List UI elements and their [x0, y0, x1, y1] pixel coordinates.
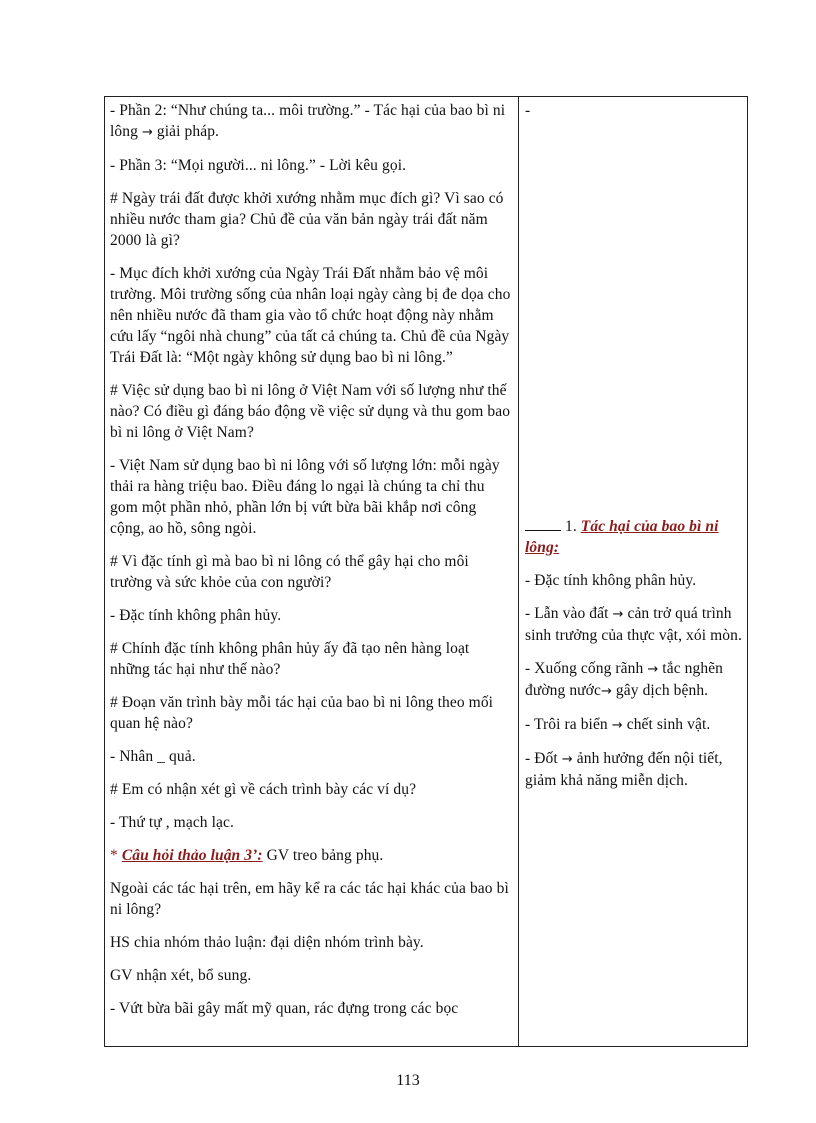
harm-item-3: - Xuống cống rãnh → tắc nghẽn đường nước→ gây dịch bệnh.	[525, 660, 724, 699]
answer-property: - Đặc tính không phân hủy.	[110, 607, 282, 624]
blank-line	[525, 530, 561, 531]
teacher-comment: GV nhận xét, bổ sung.	[110, 967, 252, 984]
arrow-icon: →	[611, 718, 623, 733]
arrow-icon: →	[647, 662, 659, 677]
paragraph-part2: - Phần 2: “Như chúng ta... môi trường.” - Tác hại của bao bì ni lông → giải pháp.	[110, 102, 506, 140]
right-dash: -	[525, 102, 531, 119]
discussion-question: * Câu hỏi thảo luận 3’: GV treo bảng phụ.	[110, 847, 384, 864]
answer-presentation: - Thứ tự , mạch lạc.	[110, 814, 234, 831]
question-vietnam-usage: # Việc sử dụng bao bì ni lông ở Việt Nam với số lượng như thế nào? Có điều gì đáng báo động về việc sử dụng và thu gom bao bì ni lông ở Việt Nam?	[110, 382, 511, 441]
harm-item-5: - Đốt → ảnh hưởng đến nội tiết, giảm khả năng miễn dịch.	[525, 750, 723, 789]
arrow-icon: →	[600, 684, 612, 699]
answer-relation: - Nhân _ quả.	[110, 748, 196, 765]
column-divider	[518, 97, 519, 1046]
page-number: 113	[396, 1072, 420, 1089]
left-column	[110, 100, 512, 1031]
paragraph-part3: - Phần 3: “Mọi người... ni lông.” - Lời kêu gọi.	[110, 157, 407, 174]
harm-item-2: - Lẫn vào đất → cản trở quá trình sinh trưởng của thực vật, xói mòn.	[525, 605, 742, 644]
question-relation: # Đoạn văn trình bày mỗi tác hại của bao bì ni lông theo mối quan hệ nào?	[110, 694, 494, 732]
harm-item-1: - Đặc tính không phân hủy.	[525, 572, 697, 589]
question-property: # Vì đặc tính gì mà bao bì ni lông có thể gây hại cho môi trường và sức khỏe của con người?	[110, 553, 469, 591]
answer-vietnam-usage: - Việt Nam sử dụng bao bì ni lông với số lượng lớn: mỗi ngày thải ra hàng triệu bao. Điều đáng lo ngại là chúng ta chỉ thu gom một phần nhỏ, phần lớn bị vứt bừa bãi khắp nơi công cộng, ao hồ, sông ngòi.	[110, 457, 500, 537]
arrow-icon: →	[612, 607, 624, 622]
discussion-prompt: Ngoài các tác hại trên, em hãy kể ra các tác hại khác của bao bì ni lông?	[110, 880, 509, 918]
harm-item-4: - Trôi ra biển → chết sinh vật.	[525, 716, 711, 733]
arrow-icon: →	[561, 752, 573, 767]
lesson-table	[104, 96, 748, 1047]
section-heading: 1. Tác hại của bao bì ni lông:	[525, 518, 719, 556]
question-harms: # Chính đặc tính không phân hủy ấy đã tạo nên hàng loạt những tác hại như thế nào?	[110, 640, 470, 678]
arrow-icon: →	[141, 125, 153, 140]
answer-earth-day: - Mục đích khởi xướng của Ngày Trái Đất nhằm bảo vệ môi trường. Môi trường sống của nhân loại ngày càng bị đe dọa cho nên nhiều nước đã tham gia vào tổ chức hoạt động này nhằm cứu lấy “ngôi nhà chung” của tất cả chúng ta. Chủ đề của Ngày Trái Đất là: “Một ngày không sử dụng bao bì ni lông.”	[110, 265, 511, 366]
question-earth-day: # Ngày trái đất được khởi xướng nhằm mục đích gì? Vì sao có nhiều nước tham gia? Chủ đề của văn bản ngày trái đất năm 2000 là gì?	[110, 190, 504, 249]
discussion-heading: Câu hỏi thảo luận 3’:	[121, 847, 263, 864]
question-presentation: # Em có nhận xét gì về cách trình bày các ví dụ?	[110, 781, 417, 798]
group-activity: HS chia nhóm thảo luận: đại diện nhóm trình bày.	[110, 934, 424, 951]
right-column	[525, 100, 743, 803]
answer-other-harms: - Vứt bừa bãi gây mất mỹ quan, rác đựng trong các bọc	[110, 1000, 459, 1017]
